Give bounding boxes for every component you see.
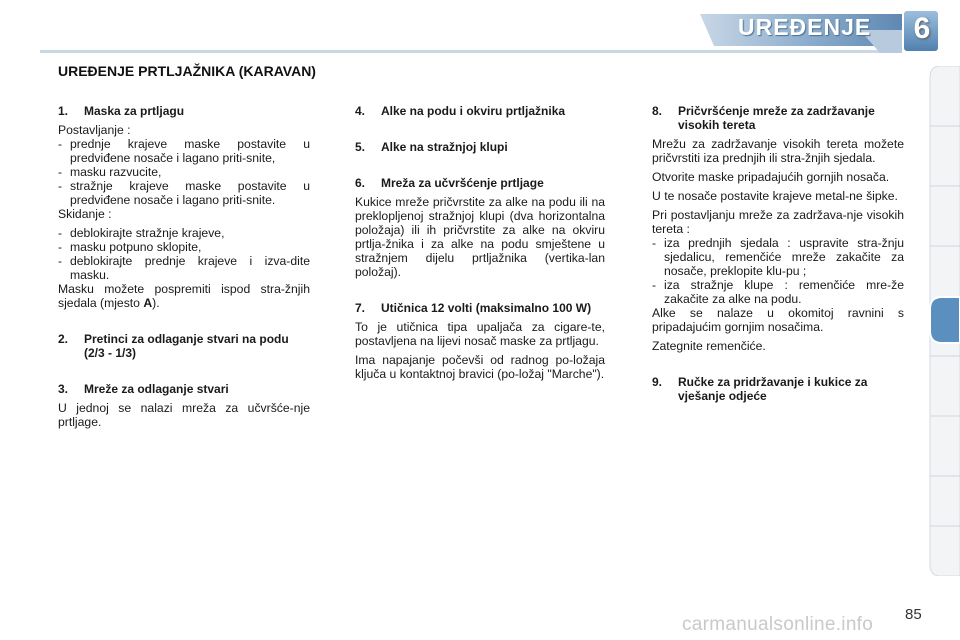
section-6-heading [355,176,605,190]
subheading-installation: Postavljanje : [58,123,131,137]
section-title: Pretinci za odlaganje stvari na podu (2/3 - 1/3) [84,332,289,360]
list-item: - iza prednjih sjedala : uspravite stra-žnju sjedalicu, remenčiće mreže zakačite za nosače, preklopite klu-pu ; [652,236,904,278]
section-title: Mreže za odlaganje stvari [84,382,229,396]
list-item: - masku potpuno sklopite, [58,240,310,254]
list-item: - iza stražnje klupe : remenčiće mre-že zakačite za alke na podu. [652,278,904,306]
section-number: 3. [58,382,69,396]
chapter-number-badge: 6 [913,12,931,45]
section-title: Ručke za pridržavanje i kukice za vješanje odjeće [678,375,868,403]
column-3 [652,104,904,403]
column-1 [58,104,310,429]
watermark: carmanualsonline.info [682,614,874,635]
storage-note-text: Masku možete pospremiti ispod stra-žnjih sjedala (mjesto [58,282,310,310]
removal-steps [58,226,310,282]
section-2-heading [58,332,310,360]
section-title: Pričvršćenje mreže za zadržavanje visokih tereta [678,104,875,132]
section-5-heading [355,140,605,154]
list-item: - deblokirajte stražnje krajeve, [58,226,310,240]
active-chapter-tab [928,295,960,345]
section-title: Maska za prtljagu [84,104,185,118]
list-item: - stražnje krajeve maske postavite u predviđene nosače i lagano priti-snite. [58,179,310,207]
section-1-heading [58,104,310,118]
section-7-text-1: To je utičnica tipa upaljača za cigare-te, postavljena na lijevi nosač maske za prtljagu. [355,320,605,348]
location-reference: A [143,296,153,310]
section-4-heading [355,104,605,118]
storage-note-end: ). [152,296,160,310]
section-8-paragraph: Alke se nalaze u okomitoj ravnini s pripadajućim gornjim nosačima. [652,306,904,334]
section-title: Alke na podu i okviru prtljažnika [381,104,566,118]
net-mounting-steps [652,236,904,306]
page-number: 85 [905,606,922,623]
section-number: 6. [355,176,366,190]
section-number: 5. [355,140,366,154]
section-number: 4. [355,104,366,118]
section-title: Alke na stražnjoj klupi [381,140,508,154]
section-8-paragraph: U te nosače postavite krajeve metal-ne šipke. [652,189,898,203]
list-item: - prednje krajeve maske postavite u predviđene nosače i lagano priti-snite, [58,137,310,165]
section-number: 8. [652,104,663,118]
section-title: Utičnica 12 volti (maksimalno 100 W) [381,301,592,315]
section-3-text: U jednoj se nalazi mreža za učvršće-nje prtljage. [58,401,310,429]
section-7-text-2: Ima napajanje počevši od radnog po-ložaja ključa u kontaktnoj bravici (po-ložaj "Marche"). [355,353,605,381]
section-8-paragraph: Otvorite maske pripadajućih gornjih nosača. [652,170,890,184]
section-8-paragraph: Pri postavljanju mreže za zadržava-nje visokih tereta : [652,208,904,236]
subheading-removal: Skidanje : [58,207,112,221]
storage-note [58,282,310,310]
list-item: - masku razvucite, [58,165,310,179]
section-number: 1. [58,104,69,118]
page-title: UREĐENJE PRTLJAŽNIKA (KARAVAN) [58,63,316,79]
list-item: - deblokirajte prednje krajeve i izva-dite masku. [58,254,310,282]
section-7-heading [355,301,605,315]
section-6-text: Kukice mreže pričvrstite za alke na podu ili na preklopljenoj stražnjoj klupi (dva horizontalna položaja) ili ih pričvrstite za alke na okviru prtlja-žnika i za alke na podu smještene u stražnjem dijelu prtljažnika (vertika-lan položaj). [355,195,605,279]
section-8-paragraph: Mrežu za zadržavanje visokih tereta možete pričvrstiti iza prednjih ili stra-žnjih sjedala. [652,137,904,165]
installation-steps [58,137,310,207]
section-9-heading [652,375,904,403]
chapter-header [0,0,960,60]
section-number: 2. [58,332,69,346]
section-number: 7. [355,301,366,315]
chapter-title: UREĐENJE [738,14,872,40]
section-3-heading [58,382,310,396]
section-8-heading [652,104,904,132]
column-2 [355,104,605,381]
section-8-paragraph: Zategnite remenčiće. [652,339,766,353]
section-number: 9. [652,375,663,389]
section-title: Mreža za učvršćenje prtljage [381,176,544,190]
